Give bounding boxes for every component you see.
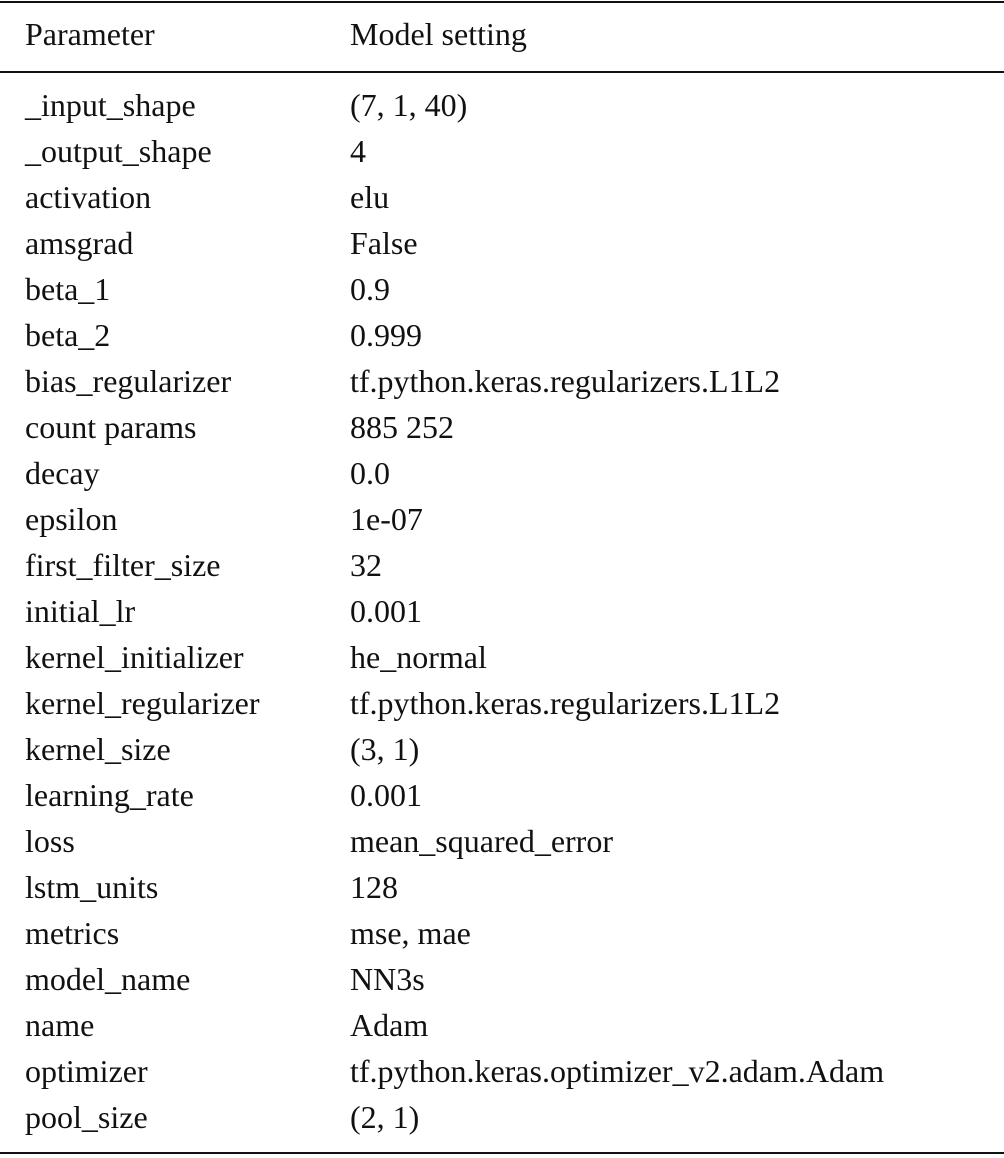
table-body <box>0 85 1004 1143</box>
parameter-cell: learning_rate <box>25 777 194 813</box>
table-row <box>0 361 1004 407</box>
table-row <box>0 407 1004 453</box>
setting-cell: tf.python.keras.regularizers.L1L2 <box>350 685 781 721</box>
table-header-rule <box>0 71 1004 73</box>
table-row <box>0 775 1004 821</box>
table-row <box>0 453 1004 499</box>
parameter-cell: initial_lr <box>25 593 136 629</box>
setting-cell: False <box>350 225 418 261</box>
table-row <box>0 85 1004 131</box>
table-row <box>0 729 1004 775</box>
table-row <box>0 637 1004 683</box>
table-row <box>0 315 1004 361</box>
setting-cell: 0.0 <box>350 455 390 491</box>
parameter-cell: bias_regularizer <box>25 363 232 399</box>
parameter-cell: lstm_units <box>25 869 159 905</box>
setting-cell: 128 <box>350 869 398 905</box>
table-row <box>0 959 1004 1005</box>
table-row <box>0 821 1004 867</box>
setting-cell: 32 <box>350 547 382 583</box>
header-model-setting: Model setting <box>350 16 527 52</box>
parameter-cell: beta_2 <box>25 317 111 353</box>
setting-cell: 885 252 <box>350 409 454 445</box>
table-row <box>0 591 1004 637</box>
setting-cell: elu <box>350 179 390 215</box>
parameter-cell: _output_shape <box>25 133 212 169</box>
table-row <box>0 913 1004 959</box>
setting-cell: tf.python.keras.optimizer_v2.adam.Adam <box>350 1053 885 1089</box>
setting-cell: 4 <box>350 133 366 169</box>
setting-cell: he_normal <box>350 639 487 675</box>
parameter-cell: kernel_initializer <box>25 639 244 675</box>
parameter-cell: _input_shape <box>25 87 196 123</box>
setting-cell: mse, mae <box>350 915 471 951</box>
parameter-cell: activation <box>25 179 152 215</box>
table-row <box>0 177 1004 223</box>
parameter-cell: metrics <box>25 915 120 951</box>
setting-cell: (2, 1) <box>350 1099 420 1135</box>
parameter-cell: optimizer <box>25 1053 148 1089</box>
setting-cell: tf.python.keras.regularizers.L1L2 <box>350 363 781 399</box>
parameter-cell: epsilon <box>25 501 118 537</box>
table-row <box>0 867 1004 913</box>
setting-cell: Adam <box>350 1007 429 1043</box>
table-row <box>0 499 1004 545</box>
table-row <box>0 545 1004 591</box>
table-row <box>0 683 1004 729</box>
table-row <box>0 1005 1004 1051</box>
table-header-row <box>0 14 1004 54</box>
parameter-cell: first_filter_size <box>25 547 221 583</box>
header-parameter: Parameter <box>25 16 155 52</box>
parameter-cell: count params <box>25 409 197 445</box>
setting-cell: NN3s <box>350 961 425 997</box>
setting-cell: (3, 1) <box>350 731 420 767</box>
parameter-cell: amsgrad <box>25 225 134 261</box>
parameter-cell: model_name <box>25 961 191 997</box>
setting-cell: 1e-07 <box>350 501 423 537</box>
setting-cell: 0.999 <box>350 317 422 353</box>
parameter-cell: pool_size <box>25 1099 148 1135</box>
parameter-cell: decay <box>25 455 100 491</box>
parameter-cell: beta_1 <box>25 271 111 307</box>
setting-cell: 0.001 <box>350 777 422 813</box>
setting-cell: mean_squared_error <box>350 823 613 859</box>
setting-cell: 0.001 <box>350 593 422 629</box>
table-row <box>0 1051 1004 1097</box>
table-row <box>0 269 1004 315</box>
setting-cell: (7, 1, 40) <box>350 87 468 123</box>
setting-cell: 0.9 <box>350 271 390 307</box>
table-row <box>0 223 1004 269</box>
table-row <box>0 1097 1004 1143</box>
table-bottom-rule <box>0 1152 1004 1154</box>
table-row <box>0 131 1004 177</box>
table-top-rule <box>0 1 1004 3</box>
parameter-cell: kernel_size <box>25 731 171 767</box>
parameter-cell: name <box>25 1007 95 1043</box>
parameter-cell: kernel_regularizer <box>25 685 260 721</box>
parameter-cell: loss <box>25 823 75 859</box>
